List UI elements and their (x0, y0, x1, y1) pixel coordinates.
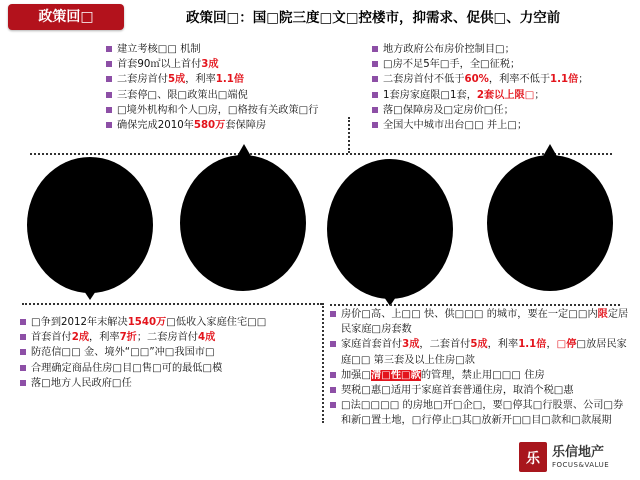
policy-text: 定居民家庭□房套数 (341, 309, 629, 336)
policy-highlight: 3成 (201, 59, 219, 71)
policy-text: 加强□ (341, 369, 372, 381)
policy-text: 房价□高、上□□ 快、供□□□ 的城市，要在一定□□内 (341, 309, 598, 320)
bubble-pointer-2 (236, 144, 252, 158)
bullet-icon (372, 61, 378, 67)
divider-left (30, 153, 348, 155)
policy-text: ，二套首付 (419, 339, 471, 351)
bullet-icon (330, 387, 336, 393)
divider-vertical-bottom (322, 303, 324, 423)
policy-item (106, 42, 376, 57)
section-title-badge: 政策回□ (8, 4, 124, 30)
policy-text: 1套房家庭限□1套， (383, 89, 477, 101)
policy-item (330, 398, 630, 428)
bullet-icon (106, 76, 112, 82)
bullet-icon (106, 122, 112, 128)
policy-text: 家庭首套首付 (341, 339, 403, 351)
policy-text: 的管理，禁止用□□□ 住房 (420, 369, 545, 381)
bullet-icon (20, 380, 26, 386)
divider-bottom-left (22, 303, 322, 305)
policy-highlight: 4成 (198, 332, 216, 344)
policy-item (106, 57, 376, 72)
policy-highlight: 2套以上限□ (476, 89, 535, 101)
bullet-icon (372, 92, 378, 98)
policy-highlight: 1540万 (127, 317, 167, 328)
bullet-icon (106, 46, 112, 52)
divider-right (350, 153, 612, 155)
bullet-icon (20, 319, 26, 325)
policy-text: 落□地方人民政府□任 (31, 377, 132, 389)
policy-text: 防范信□□ 金、境外“□□”冲□我国市□ (31, 347, 215, 359)
policy-highlight: 1.1倍 (518, 339, 547, 351)
policy-text: ，利率 (89, 332, 120, 344)
bullet-icon (372, 122, 378, 128)
policy-text: □境外机构和个人□房，□格按有关政策□行 (117, 104, 319, 116)
policy-list-right-top (372, 42, 638, 133)
bullet-icon (106, 61, 112, 67)
policy-highlight: 5成 (470, 339, 488, 351)
policy-item (372, 118, 638, 133)
policy-text: 全国大中城市出台□□ 并上□； (383, 120, 528, 132)
company-logo (519, 438, 635, 476)
divider-vertical (348, 117, 350, 153)
bullet-icon (330, 402, 336, 408)
policy-item (20, 345, 320, 360)
policy-highlight: 60% (464, 74, 489, 86)
policy-item (372, 103, 638, 118)
policy-text: 契税□惠□适用于家庭首套普通住房，取消个税□惠 (341, 385, 574, 397)
policy-highlight: 7折 (119, 332, 137, 344)
policy-item (106, 88, 376, 103)
policy-text: 套保障房 (225, 120, 267, 132)
bubble-pointer-4 (542, 144, 558, 158)
policy-text: 地方政府公布房价控制目□； (383, 44, 515, 55)
policy-text: ，利率 (487, 339, 519, 351)
bullet-icon (20, 334, 26, 340)
policy-item (330, 368, 630, 383)
policy-item (330, 337, 630, 367)
policy-text: 落□保障房及□定房价□任； (383, 104, 514, 116)
policy-item (372, 88, 638, 103)
page-headline: 政策回□：国□院三度□文□控楼市，抑需求、促供□、力空前 (186, 10, 561, 26)
policy-list-left-top (106, 42, 376, 133)
bullet-icon (372, 76, 378, 82)
policy-item (20, 376, 320, 391)
policy-item (106, 118, 376, 133)
policy-highlight: □停 (556, 339, 577, 351)
policy-text: □争到2012年末解决 (31, 317, 128, 328)
policy-text: 首套首付 (31, 332, 72, 344)
bubble-pointer-1 (82, 288, 98, 302)
policy-text: □放居民家庭□□ 第三套及以上住房□款 (341, 339, 627, 366)
policy-item (20, 361, 320, 376)
policy-item (330, 383, 630, 398)
policy-text: □房不足5年□手，全□征税； (383, 59, 521, 71)
timeline-bubble-4 (487, 155, 613, 291)
policy-highlight: 1.1倍 (550, 74, 579, 86)
policy-text: 二套房首付不低于 (383, 74, 465, 86)
policy-text: ；二套房首付 (136, 332, 198, 344)
policy-text: ； (578, 74, 589, 86)
policy-highlight: 1.1倍 (215, 74, 245, 86)
timeline-bubble-3 (327, 159, 453, 299)
policy-text: 首套90㎡以上首付 (117, 59, 202, 71)
policy-highlight: 3成 (402, 339, 420, 351)
policy-item (106, 103, 376, 118)
bullet-icon (106, 107, 112, 113)
policy-text: ； (534, 89, 545, 101)
policy-text: □法□□□□ 的房地□开□企□，要□停其□行股票、公司□券和新□置土地，□行停止□其□放新开□□目□款和□款展期 (341, 400, 624, 427)
policy-text: 三套停□、限□政策出□端倪 (117, 89, 248, 101)
policy-text: ，利率 (185, 74, 216, 86)
bullet-icon (20, 365, 26, 371)
policy-text: 二套房首付 (117, 74, 168, 86)
policy-item (20, 315, 320, 330)
policy-item (20, 330, 320, 345)
bullet-icon (330, 341, 336, 347)
policy-item (106, 72, 376, 87)
policy-highlight: 清□性□款 (371, 369, 421, 381)
policy-text: 建立考核□□ 机制 (117, 44, 201, 55)
bullet-icon (372, 107, 378, 113)
bullet-icon (372, 46, 378, 52)
logo-mark-icon: 乐 (519, 442, 547, 472)
policy-item (372, 42, 638, 57)
timeline-bubble-2 (180, 155, 306, 291)
timeline-bubble-1 (27, 157, 153, 293)
policy-list-left-bottom (20, 315, 320, 391)
bullet-icon (330, 311, 336, 317)
bullet-icon (20, 349, 26, 355)
policy-list-right-bottom (330, 307, 630, 429)
policy-highlight: 5成 (167, 74, 186, 86)
policy-highlight: 限 (597, 309, 608, 320)
policy-text: 确保完成2010年 (117, 120, 194, 132)
policy-item (372, 57, 638, 72)
bullet-icon (106, 92, 112, 98)
policy-item (330, 307, 630, 337)
policy-item (372, 72, 638, 87)
policy-text: 合理确定商品住房□目□售□可的最低□模 (31, 362, 223, 374)
logo-text-cn: 乐信地产 (552, 445, 605, 460)
bullet-icon (330, 372, 336, 378)
divider-bottom-right (330, 304, 620, 306)
policy-text: ， (546, 339, 557, 351)
policy-text: ，利率不低于 (488, 74, 551, 86)
logo-text-en: FOCUS&VALUE (552, 461, 610, 469)
policy-text: □低收入家庭住宅□□ (166, 317, 267, 328)
policy-highlight: 2成 (71, 332, 90, 344)
policy-highlight: 580万 (193, 120, 226, 132)
